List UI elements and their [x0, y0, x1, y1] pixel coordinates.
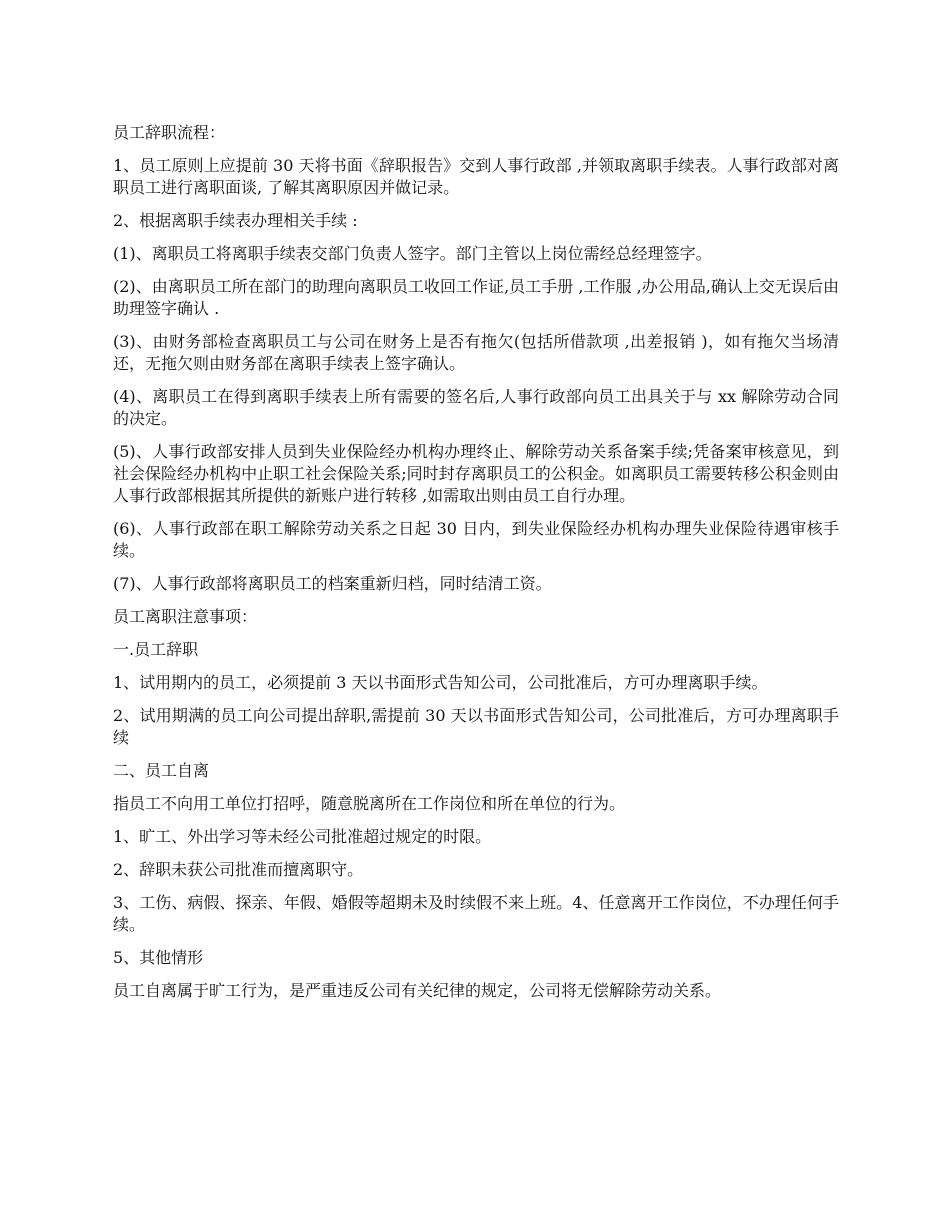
paragraph-substep-4: (4)、离职员工在得到离职手续表上所有需要的签名后,人事行政部向员工出具关于与 xx 解除劳动合同的决定。	[113, 387, 839, 428]
section-heading-notes: 员工离职注意事项：	[113, 607, 258, 626]
paragraph-case-2: 2、辞职未获公司批准而擅离职守。	[113, 860, 364, 879]
paragraph-substep-5: (5)、人事行政部安排人员到失业保险经办机构办理终止、解除劳动关系备案手续;凭备案审核意见，到社会保险经办机构中止职工社会保险关系;同时封存离职员工的公积金。如离职员工需要转移公积金则由人事行政部根据其所提供的新账户进行转移 ,如需取出则由员工自行办理。	[113, 442, 839, 505]
subheading-resignation: 一.员工辞职	[113, 640, 199, 659]
paragraph-step-2: 2、根据离职手续表办理相关手续 :	[113, 211, 358, 230]
paragraph-case-3-4: 3、工伤、病假、探亲、年假、婚假等超期未及时续假不来上班。4、任意离开工作岗位，不办理任何手续。	[113, 893, 839, 934]
document-body	[113, 122, 839, 1013]
paragraph-substep-6: (6)、人事行政部在职工解除劳动关系之日起 30 日内，到失业保险经办机构办理失业保险待遇审核手续。	[113, 519, 839, 560]
paragraph-substep-2: (2)、由离职员工所在部门的助理向离职员工收回工作证,员工手册 ,工作服 ,办公用品,确认上交无误后由助理签字确认 .	[113, 277, 839, 318]
paragraph-self-departure-definition: 指员工不向用工单位打招呼，随意脱离所在工作岗位和所在单位的行为。	[113, 794, 626, 813]
paragraph-probation-resignation: 1、试用期内的员工，必须提前 3 天以书面形式告知公司，公司批准后，方可办理离职手续。	[113, 673, 768, 692]
paragraph-conclusion: 员工自离属于旷工行为，是严重违反公司有关纪律的规定，公司将无偿解除劳动关系。	[113, 981, 722, 1000]
paragraph-case-1: 1、旷工、外出学习等未经公司批准超过规定的时限。	[113, 827, 492, 846]
paragraph-substep-7: (7)、人事行政部将离职员工的档案重新归档，同时结清工资。	[113, 574, 552, 593]
paragraph-substep-3: (3)、由财务部检查离职员工与公司在财务上是否有拖欠(包括所借款项 ,出差报销 )，如有拖欠当场清还，无拖欠则由财务部在离职手续表上签字确认。	[113, 332, 839, 373]
section-heading-resignation-process: 员工辞职流程：	[113, 123, 226, 142]
paragraph-step-1: 1、员工原则上应提前 30 天将书面《辞职报告》交到人事行政部 ,并领取离职手续表。人事行政部对离职员工进行离职面谈, 了解其离职原因并做记录。	[113, 156, 839, 197]
paragraph-regular-resignation: 2、试用期满的员工向公司提出辞职,需提前 30 天以书面形式告知公司，公司批准后，方可办理离职手续	[113, 706, 839, 747]
paragraph-substep-1: (1)、离职员工将离职手续表交部门负责人签字。部门主管以上岗位需经总经理签字。	[113, 244, 712, 263]
paragraph-case-5: 5、其他情形	[113, 948, 204, 967]
subheading-self-departure: 二、员工自离	[113, 761, 210, 780]
